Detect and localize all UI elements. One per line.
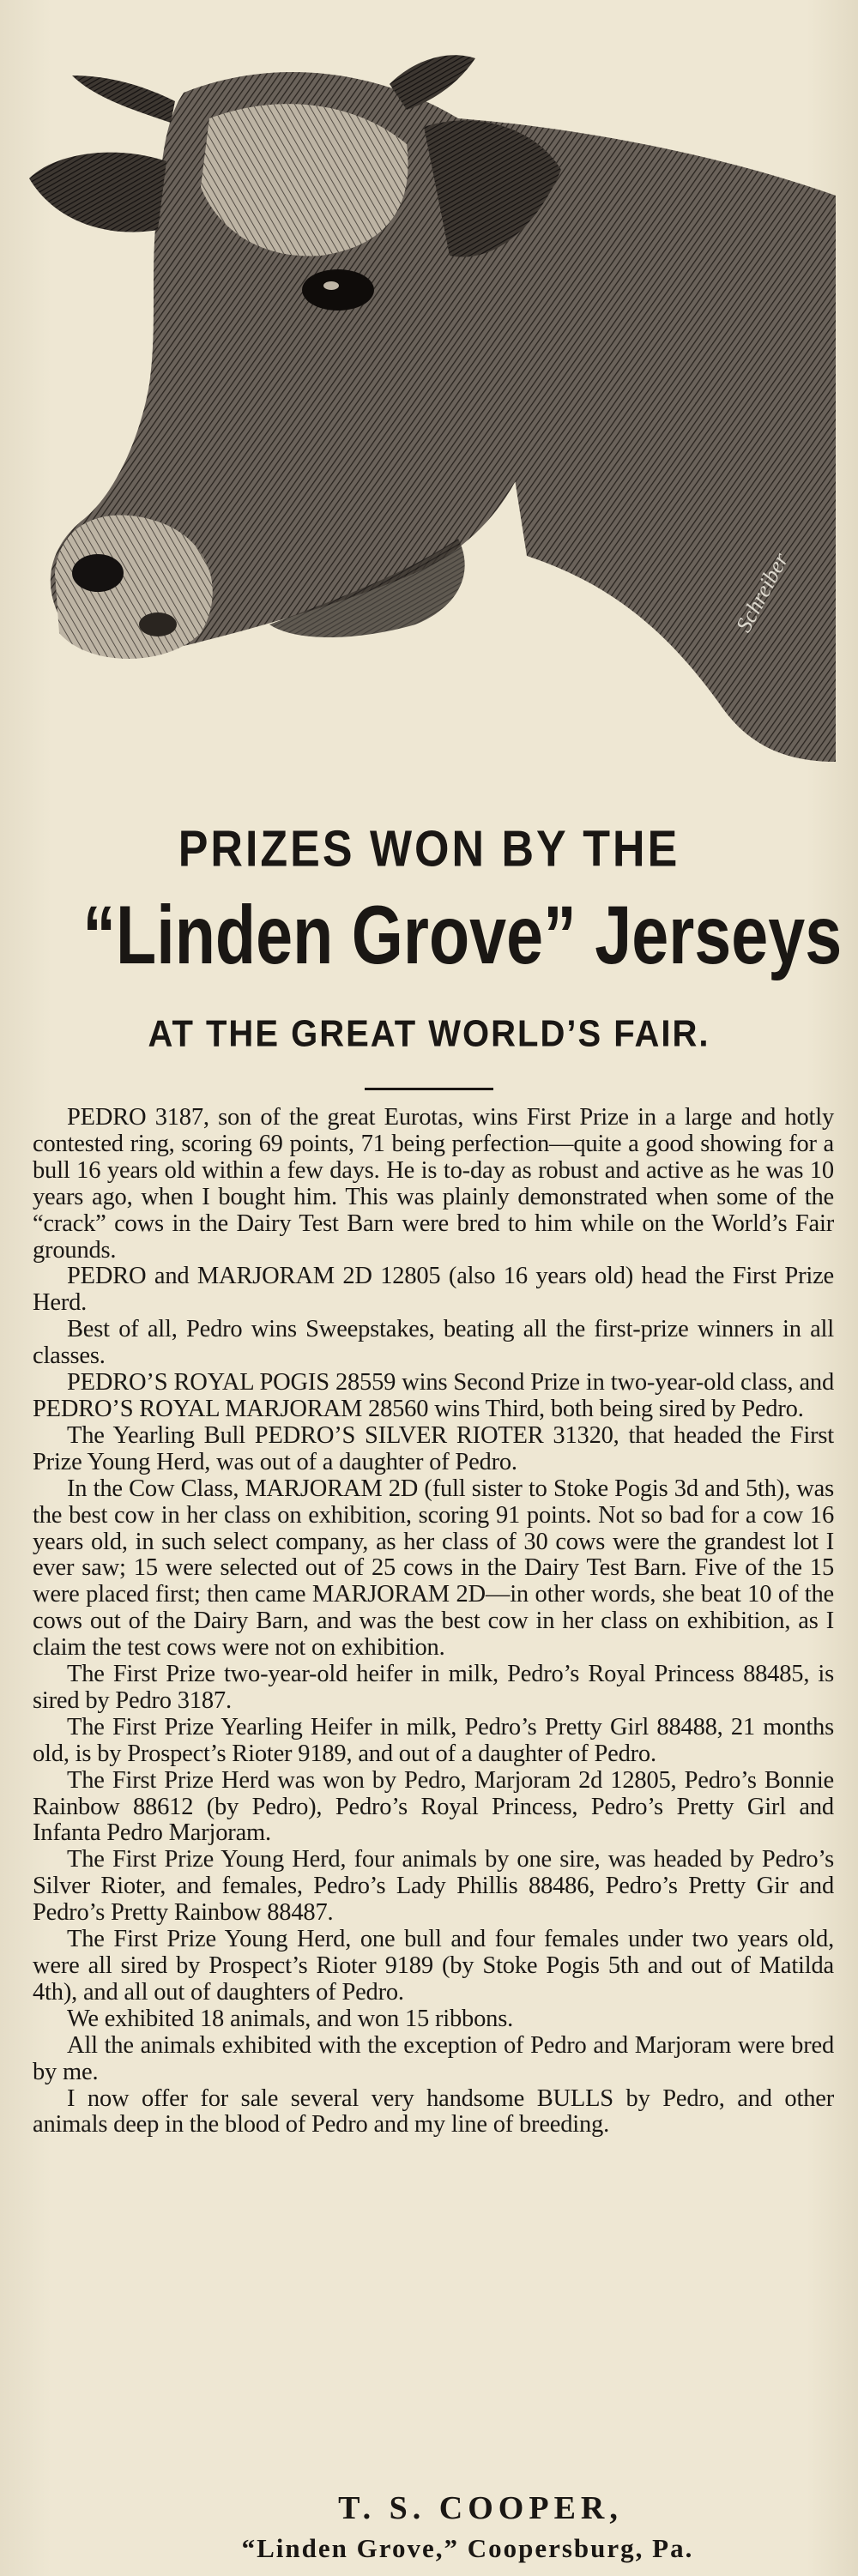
headline-line-3: AT THE GREAT WORLD’S FAIR. — [148, 1012, 710, 1055]
paragraph: The First Prize two-year-old heifer in milk, Pedro’s Royal Princess 88485, is sired by Pedro 3187. — [33, 1661, 834, 1714]
paragraph: PEDRO and MARJORAM 2D 12805 (also 16 years old) head the First Prize Herd. — [33, 1263, 834, 1317]
paragraph: PEDRO 3187, son of the great Eurotas, wins First Prize in a large and hotly contested ring, scoring 69 points, 71 being perfection—quite a good showing for a bull 16 years old within a few days. He is to-day as robust and active as he was 10 years ago, when I bought him. This was plainly demonstrated when some of the “crack” cows in the Dairy Test Barn were bred to him while on the World’s Fair grounds. — [33, 1104, 834, 1264]
headline-line-2: “Linden Grove” Jerseys — [82, 890, 843, 982]
paragraph: The First Prize Yearling Heifer in milk, Pedro’s Pretty Girl 88488, 21 months old, is by Prospect’s Rioter 9189, and out of a daughter of Pedro. — [33, 1713, 834, 1767]
paragraph: I now offer for sale several very handsome BULLS by Pedro, and other animals deep in the blood of Pedro and my line of breeding. — [33, 2084, 834, 2139]
advertiser-name: T. S. COOPER, — [338, 2490, 623, 2526]
article-body — [33, 1105, 834, 2139]
divider-rule — [365, 1088, 493, 1090]
paragraph: The First Prize Young Herd, one bull and four females under two years old, were all sired by Prospect’s Rioter 9189 (by Stoke Pogis 5th and out of Matilda 4th), and all out of daughters of Pedro. — [33, 1926, 834, 2006]
paragraph: In the Cow Class, MARJORAM 2D (full sister to Stoke Pogis 3d and 5th), was the best cow in her class on exhibition, scoring 91 points. Not so bad for a cow 16 years old, in such select company, as her class of 30 cows were the grandest lot I ever saw; 15 were selected out of 25 cows in the Dairy Test Barn. Five of the 15 were placed first; then came MARJORAM 2D—in other words, she beat 10 of the cows out of the Dairy Barn, and was the best cow in her class on exhibition, as I claim the test cows were not on exhibition. — [33, 1475, 834, 1662]
headline-line-1: PRIZES WON BY THE — [178, 820, 680, 878]
jersey-cow-illustration — [12, 24, 846, 779]
paragraph: The Yearling Bull PEDRO’S SILVER RIOTER 31320, that headed the First Prize Young Herd, was out of a daughter of Pedro. — [33, 1421, 834, 1475]
paragraph: The First Prize Herd was won by Pedro, Marjoram 2d 12805, Pedro’s Bonnie Rainbow 88612 (by Pedro), Pedro’s Royal Princess, Pedro’s Pretty Girl and Infanta Pedro Marjoram. — [33, 1766, 834, 1847]
engraver-signature: Schreiber — [731, 548, 794, 636]
advertiser-location: “Linden Grove,” Coopersburg, Pa. — [241, 2533, 694, 2563]
paragraph: The First Prize Young Herd, four animals by one sire, was headed by Pedro’s Silver Rioter, and females, Pedro’s Lady Phillis 88486, Pedro’s Pretty Gir and Pedro’s Pretty Rainbow 88487. — [33, 1846, 834, 1927]
paragraph: PEDRO’S ROYAL POGIS 28559 wins Second Prize in two-year-old class, and PEDRO’S ROYAL MARJORAM 28560 wins Third, both being sired by Pedro. — [33, 1369, 834, 1422]
paragraph: Best of all, Pedro wins Sweepstakes, beating all the first-prize winners in all classes. — [33, 1316, 834, 1370]
cow-head-engraving — [12, 24, 846, 779]
paragraph: All the animals exhibited with the exception of Pedro and Marjoram were bred by me. — [33, 2031, 834, 2085]
paragraph: We exhibited 18 animals, and won 15 ribbons. — [67, 2005, 514, 2032]
